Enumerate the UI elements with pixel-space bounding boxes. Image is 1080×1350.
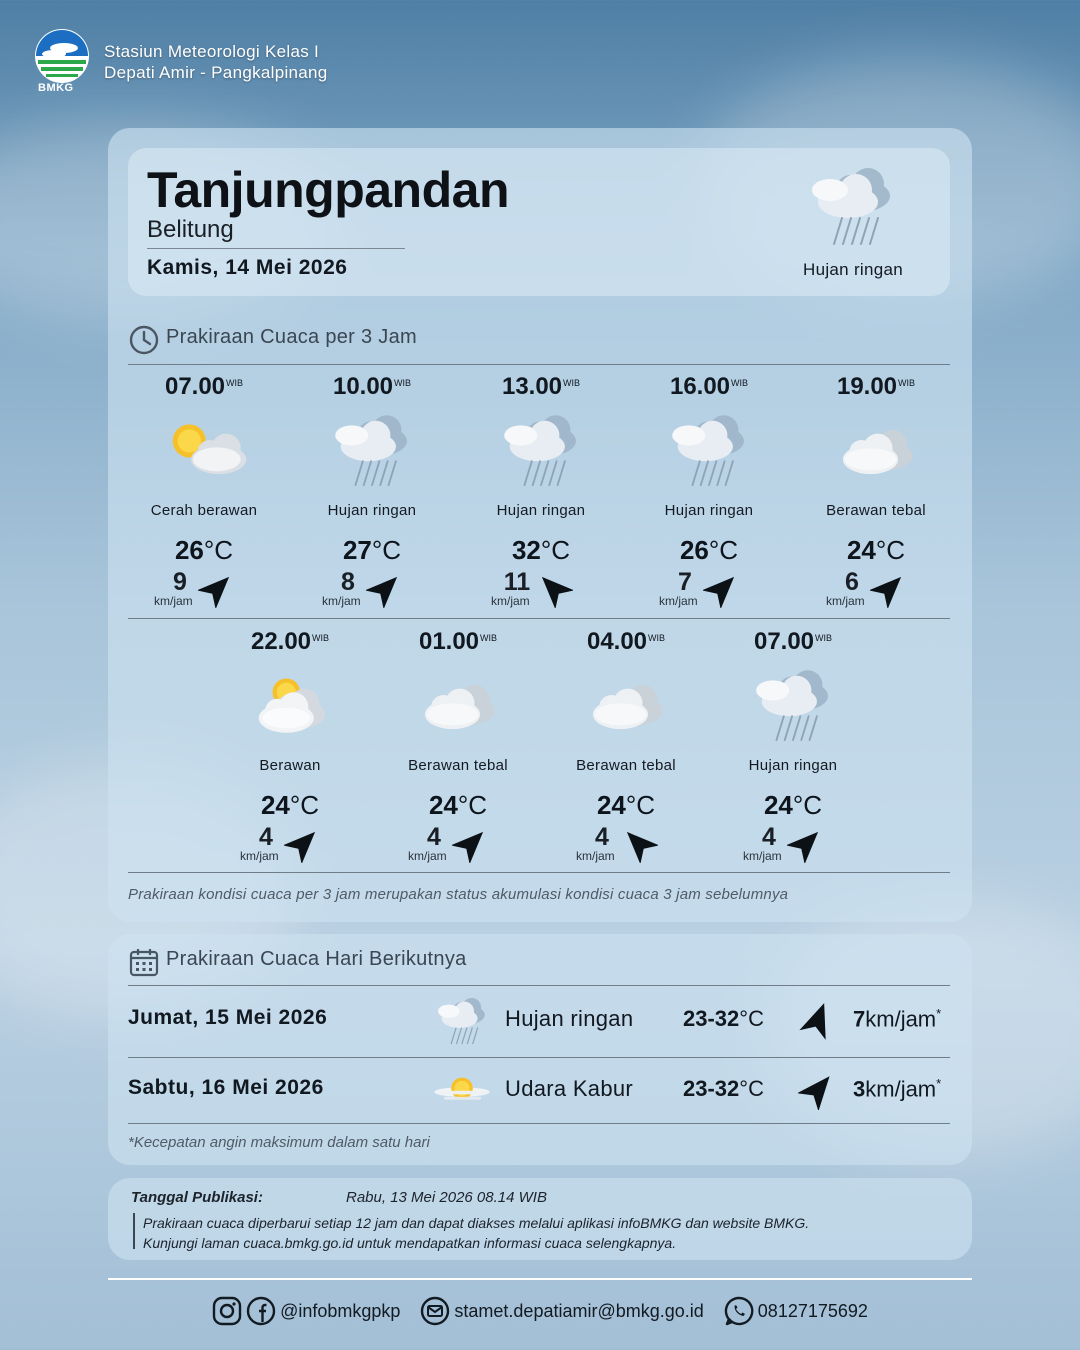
region-name: Belitung [147,216,234,243]
light-rain-icon [802,158,902,259]
slot-timezone: WIB [898,378,916,388]
slot-time [625,372,793,402]
slot-wind [288,568,456,608]
slot-wind [709,823,877,863]
forecast-slot [288,372,456,608]
slot-condition: Hujan ringan [496,502,586,519]
next-day-row [128,1060,950,1120]
divider [108,1278,972,1280]
slot-temperature: 24°C [428,790,488,820]
wind-unit: km/jam [491,594,530,608]
divider [128,872,950,873]
next-day-condition: Hujan ringan [505,1006,634,1031]
slot-time [206,627,374,657]
current-condition: Hujan ringan [803,260,903,279]
slot-temperature: 32°C [511,535,571,565]
wind-direction-arrow-icon [535,570,573,613]
slot-wind [120,568,288,608]
wind-direction-arrow-icon [870,570,908,613]
slot-condition: Berawan [259,757,321,774]
wind-unit: km/jam [322,594,361,608]
slot-condition: Hujan ringan [748,757,838,774]
slot-condition: Berawan tebal [408,757,508,774]
slot-condition: Berawan tebal [576,757,676,774]
wind-footnote: *Kecepatan angin maksimum dalam satu hari [128,1134,430,1151]
slot-time-value: 10.00 [332,373,394,400]
wind-direction-arrow-icon [284,825,322,868]
station-name [104,41,328,83]
next-days-panel [108,934,972,1165]
wind-unit: km/jam [408,849,447,863]
cloudy-icon [206,657,374,753]
wind-speed: 11 [503,568,531,596]
publication-label: Tanggal Publikasi: [131,1189,263,1206]
slot-temperature: 24°C [260,790,320,820]
divider [128,618,950,619]
slot-time-value: 19.00 [836,373,898,400]
wind-direction-arrow-icon [198,570,236,613]
wind-unit: km/jam [154,594,193,608]
email-icon[interactable] [420,1296,454,1326]
header [34,28,328,98]
publication-line-2: Kunjungi laman cuaca.bmkg.go.id untuk mendapatkan informasi cuaca selengkapnya. [143,1235,677,1251]
slot-timezone: WIB [312,633,330,643]
slot-time-value: 04.00 [586,628,648,655]
wind-speed: 4 [427,823,441,851]
next-day-wind: 3km/jam* [853,1076,942,1102]
slot-timezone: WIB [815,633,833,643]
quote-bar [133,1213,135,1249]
wind-unit: km/jam [659,594,698,608]
wind-direction-arrow-icon [366,570,404,613]
slot-condition: Hujan ringan [664,502,754,519]
next-days-title: Prakiraan Cuaca Hari Berikutnya [166,948,467,970]
logo-text: BMKG [38,82,74,94]
forecast-slot [542,627,710,863]
light-rain-icon [432,992,492,1055]
slot-temperature: 24°C [596,790,656,820]
slot-timezone: WIB [648,633,666,643]
slot-wind [542,823,710,863]
light-rain-icon [457,402,625,498]
wind-speed: 4 [259,823,273,851]
slot-time [457,372,625,402]
slot-time [288,372,456,402]
slot-wind [792,568,960,608]
slot-time-value: 07.00 [164,373,226,400]
wind-direction-arrow-icon [452,825,490,868]
social-contact[interactable] [212,1296,400,1326]
slot-time-value: 07.00 [753,628,815,655]
next-day-row [128,990,950,1050]
slot-condition: Berawan tebal [826,502,926,519]
light-rain-icon [288,402,456,498]
wind-unit: km/jam [743,849,782,863]
slot-time-value: 01.00 [418,628,480,655]
slot-timezone: WIB [731,378,749,388]
next-day-date: Sabtu, 16 Mei 2026 [128,1076,324,1099]
next-day-condition: Udara Kabur [505,1076,634,1101]
social-handle[interactable]: @infobmkgpkp [280,1300,401,1321]
wind-direction-arrow-icon [798,1000,838,1045]
contacts-bar [0,1296,1080,1326]
bmkg-logo [34,28,90,98]
hourly-note: Prakiraan kondisi cuaca per 3 jam merupakan status akumulasi kondisi cuaca 3 jam sebelumnya [128,886,789,903]
forecast-slot [206,627,374,863]
publication-info [143,1213,809,1253]
slot-timezone: WIB [563,378,581,388]
divider [147,248,405,249]
light-rain-icon [625,402,793,498]
overcast-icon [542,657,710,753]
divider [128,1057,950,1058]
next-day-temperature: 23-32°C [683,1006,764,1031]
slot-time [120,372,288,402]
slot-time [792,372,960,402]
phone-contact[interactable] [724,1296,868,1326]
next-day-date: Jumat, 15 Mei 2026 [128,1006,328,1029]
wind-direction-arrow-icon [620,825,658,868]
forecast-slot [792,372,960,608]
publication-panel [108,1178,972,1260]
slot-temperature: 26°C [174,535,234,565]
wind-direction-arrow-icon [703,570,741,613]
overcast-icon [374,657,542,753]
slot-condition: Cerah berawan [150,502,258,519]
slot-time [709,627,877,657]
slot-temperature: 27°C [342,535,402,565]
slot-time-value: 16.00 [669,373,731,400]
current-date: Kamis, 14 Mei 2026 [147,256,348,279]
forecast-slot [709,627,877,863]
divider [128,1123,950,1124]
wind-direction-arrow-icon [798,1070,838,1115]
instagram-icon[interactable] [212,1296,246,1326]
slot-time [542,627,710,657]
next-day-wind: 7km/jam* [853,1006,942,1032]
facebook-icon[interactable] [246,1296,280,1326]
email-contact[interactable] [420,1296,703,1326]
station-line-2: Depati Amir - Pangkalpinang [104,63,328,82]
forecast-slot [120,372,288,608]
slot-wind [374,823,542,863]
light-rain-icon [709,657,877,753]
slot-wind [206,823,374,863]
publication-line-1: Prakiraan cuaca diperbarui setiap 12 jam dan dapat diakses melalui aplikasi infoBMKG dan website BMKG. [143,1215,810,1231]
haze-icon [432,1062,492,1125]
slot-time-value: 22.00 [250,628,312,655]
overcast-icon [792,402,960,498]
forecast-slot [457,372,625,608]
phone-number[interactable]: 08127175692 [757,1300,868,1321]
hourly-forecast-panel [108,128,972,922]
slot-timezone: WIB [394,378,412,388]
slot-time [374,627,542,657]
slot-temperature: 24°C [846,535,906,565]
wind-speed: 4 [762,823,776,851]
wind-speed: 9 [173,568,187,596]
wind-direction-arrow-icon [787,825,825,868]
station-line-1: Stasiun Meteorologi Kelas I [104,42,320,61]
forecast-slot [374,627,542,863]
divider [128,985,950,986]
slot-temperature: 24°C [763,790,823,820]
wind-speed: 7 [678,568,692,596]
hourly-title: Prakiraan Cuaca per 3 Jam [166,326,417,348]
slot-wind [457,568,625,608]
whatsapp-icon[interactable] [724,1296,758,1326]
slot-timezone: WIB [226,378,244,388]
wind-speed: 6 [845,568,859,596]
wind-unit: km/jam [826,594,865,608]
partly-sunny-icon [120,402,288,498]
clock-icon [128,324,160,361]
slot-condition: Hujan ringan [327,502,417,519]
city-name: Tanjungpandan [147,162,509,218]
forecast-slot [625,372,793,608]
divider [128,364,950,365]
slot-time-value: 13.00 [501,373,563,400]
slot-wind [625,568,793,608]
wind-unit: km/jam [240,849,279,863]
wind-speed: 4 [595,823,609,851]
next-day-temperature: 23-32°C [683,1076,764,1101]
slot-timezone: WIB [480,633,498,643]
publication-date: Rabu, 13 Mei 2026 08.14 WIB [346,1189,547,1206]
calendar-icon [128,946,160,983]
wind-speed: 8 [341,568,355,596]
wind-unit: km/jam [576,849,615,863]
email-address[interactable]: stamet.depatiamir@bmkg.go.id [454,1300,704,1321]
slot-temperature: 26°C [679,535,739,565]
